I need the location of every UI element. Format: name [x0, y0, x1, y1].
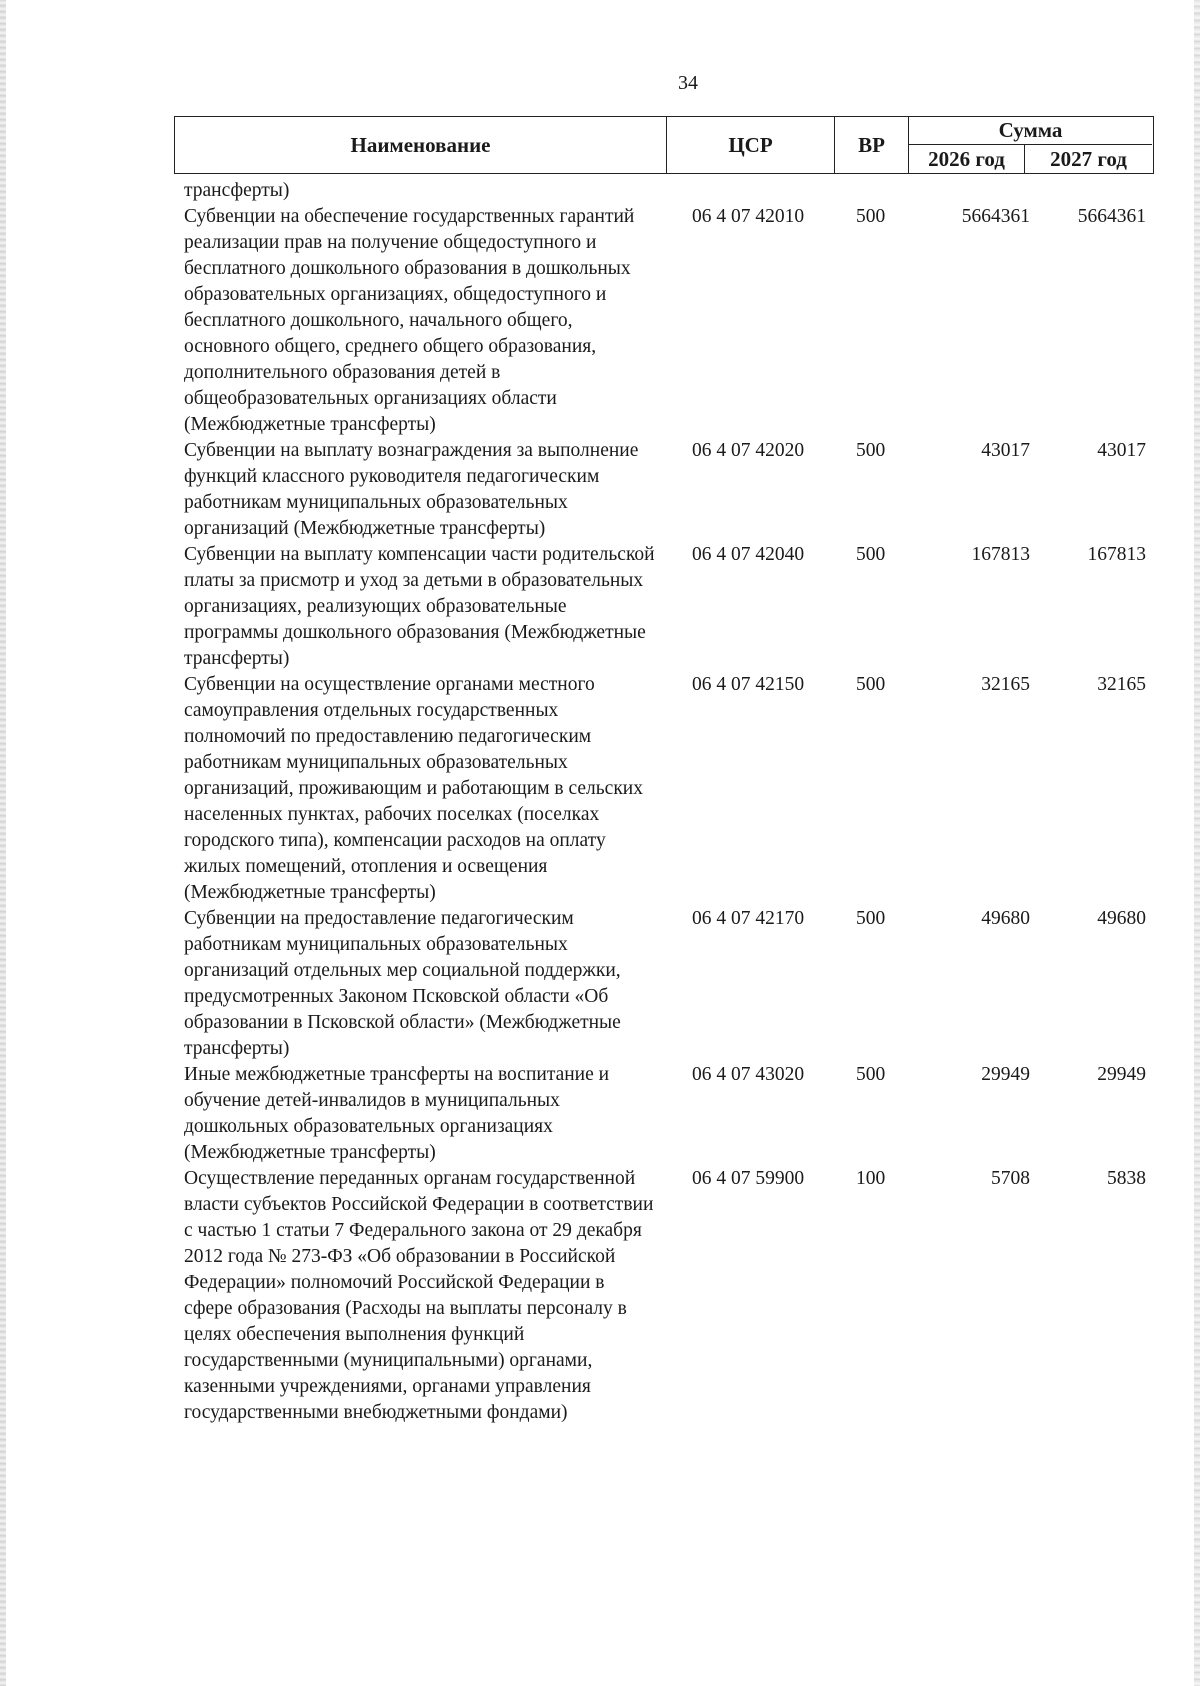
header-name: Наименование — [175, 117, 667, 173]
scan-edge-right — [1194, 0, 1200, 1686]
row-name: Субвенции на предоставление педагогическим работникам муниципальных образовательных организаций отдельных мер социальной поддержки, предусмотренных Законом Псковской области «Об образовании в Псковской области» (Межбюджетные трансферты) — [184, 908, 621, 1059]
table-row — [184, 1062, 1154, 1166]
header-csr: ЦСР — [667, 117, 835, 173]
row-amount-2026: 32165 — [981, 674, 1030, 695]
table-row — [184, 542, 1154, 672]
row-csr: 06 4 07 42040 — [692, 544, 805, 565]
row-csr: 06 4 07 42010 — [692, 206, 805, 227]
row-vr: 500 — [856, 544, 886, 565]
row-amount-2026: 167813 — [971, 544, 1030, 565]
table-row — [184, 204, 1154, 438]
header-year-2026: 2026 год — [909, 145, 1025, 173]
row-name: Субвенции на выплату вознаграждения за выполнение функций классного руководителя педагогическим работникам муниципальных образовательных организаций (Межбюджетные трансферты) — [184, 440, 639, 539]
table-row — [184, 1166, 1154, 1426]
row-csr: 06 4 07 42150 — [692, 674, 805, 695]
header-year-2027: 2027 год — [1050, 146, 1127, 171]
table-row — [184, 672, 1154, 906]
row-amount-2026: 49680 — [981, 908, 1030, 929]
row-name: Субвенции на обеспечение государственных гарантий реализации прав на получение общедоступного и бесплатного дошкольного образования в дошкольных образовательных организациях, общедоступного и бесплатного дошкольного, начального общего, основного общего, среднего общего образования, дополнительного образования детей в общеобразовательных организациях области (Межбюджетные трансферты) — [184, 206, 635, 435]
row-amount-2026: 43017 — [981, 440, 1030, 461]
row-amount-2027: 167813 — [1087, 544, 1146, 565]
row-amount-2027: 32165 — [1097, 674, 1146, 695]
table-header — [174, 116, 1154, 174]
row-amount-2026: 29949 — [981, 1064, 1030, 1085]
row-amount-2027: 5838 — [1107, 1168, 1146, 1189]
row-amount-2026: 5664361 — [961, 206, 1030, 227]
row-csr: 06 4 07 43020 — [692, 1064, 805, 1085]
header-vr: ВР — [835, 117, 909, 173]
table-row — [184, 906, 1154, 1062]
table-body — [184, 178, 1154, 1426]
row-vr: 500 — [856, 1064, 886, 1085]
row-vr: 100 — [856, 1168, 886, 1189]
row-amount-2027: 29949 — [1097, 1064, 1146, 1085]
row-name: Иные межбюджетные трансферты на воспитание и обучение детей-инвалидов в муниципальных дошкольных образовательных организациях (Межбюджетные трансферты) — [184, 1064, 610, 1163]
row-csr: 06 4 07 59900 — [692, 1168, 805, 1189]
row-vr: 500 — [856, 908, 886, 929]
row-amount-2027: 49680 — [1097, 908, 1146, 929]
table-row — [184, 438, 1154, 542]
header-sum: Сумма — [909, 117, 1152, 145]
page-number: 34 — [678, 72, 698, 94]
scan-edge-left — [0, 0, 6, 1686]
row-vr: 500 — [856, 206, 886, 227]
row-name: Осуществление переданных органам государственной власти субъектов Российской Федерации в соответствии с частью 1 статьи 7 Федерального закона от 29 декабря 2012 года № 273-ФЗ «Об образовании в Российской Федерации» полномочий Российской Федерации в сфере образования (Расходы на выплаты персоналу в целях обеспечения выполнения функций государственными (муниципальными) органами, казенными учреждениями, органами управления государственными внебюджетными фондами) — [184, 1168, 654, 1423]
row-amount-2027: 5664361 — [1077, 206, 1146, 227]
row-name: Субвенции на выплату компенсации части родительской платы за присмотр и уход за детьми в образовательных организациях, реализующих образовательные программы дошкольного образования (Межбюджетные трансферты) — [184, 544, 655, 669]
row-amount-2027: 43017 — [1097, 440, 1146, 461]
row-name: Субвенции на осуществление органами местного самоуправления отдельных государственных полномочий по предоставлению педагогическим работникам муниципальных образовательных организаций, проживающим и работающим в сельских населенных пунктах, рабочих поселках (поселках городского типа), компенсации расходов на оплату жилых помещений, отопления и освещения (Межбюджетные трансферты) — [184, 674, 643, 903]
row-vr: 500 — [856, 674, 886, 695]
row-csr: 06 4 07 42020 — [692, 440, 805, 461]
row-vr: 500 — [856, 440, 886, 461]
row-csr: 06 4 07 42170 — [692, 908, 805, 929]
row-amount-2026: 5708 — [991, 1168, 1030, 1189]
continued-text: трансферты) — [184, 180, 290, 201]
